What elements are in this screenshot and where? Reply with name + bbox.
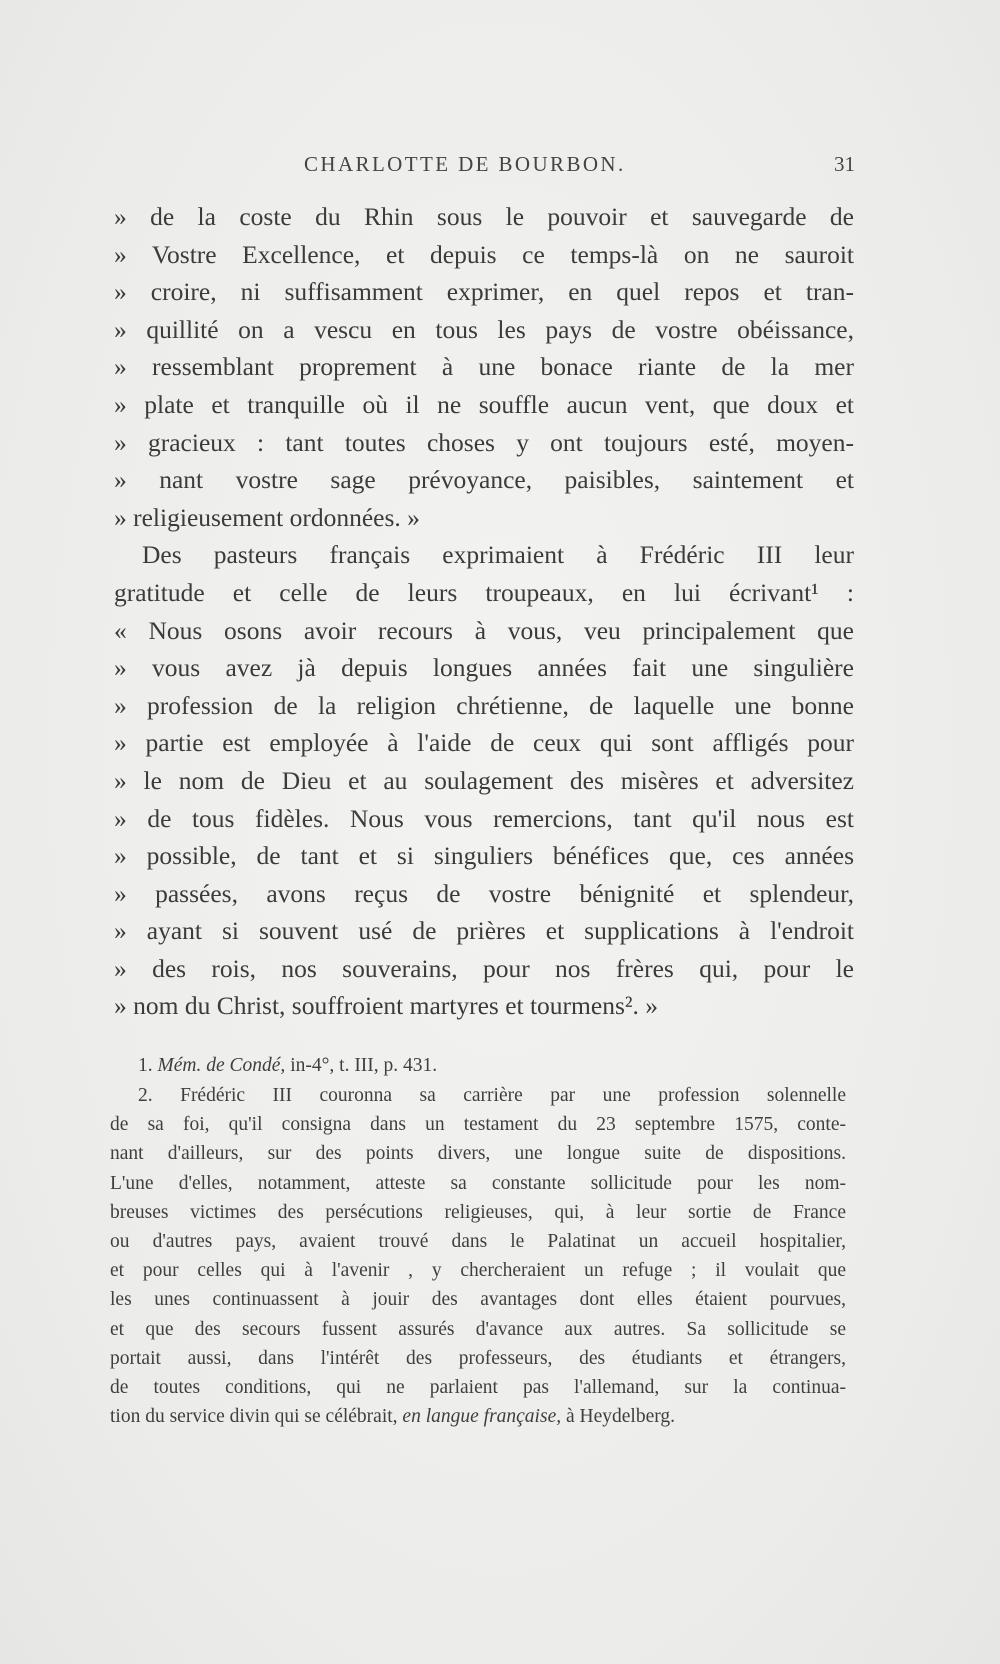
footnote-text: à Heydelberg.: [565, 1406, 675, 1428]
text-line: » plate et tranquille où il ne souffle aucun vent, que doux et: [114, 389, 854, 419]
text-line: » quillité on a vescu en tous les pays de vostre obéissance,: [114, 314, 854, 344]
text-line: gratitude et celle de leurs troupeaux, en lui écrivant¹ :: [114, 577, 854, 607]
footnote-reference: in-4°, t. III, p. 431.: [290, 1055, 438, 1076]
text-line: » profession de la religion chrétienne, de laquelle une bonne: [114, 690, 854, 720]
text-line: « Nous osons avoir recours à vous, veu principalement que: [114, 615, 854, 645]
running-title: CHARLOTTE DE BOURBON.: [304, 152, 626, 176]
footnote-line: de sa foi, qu'il consigna dans un testament du 23 septembre 1575, conte-: [110, 1114, 846, 1136]
footnote-line: nant d'ailleurs, sur des points divers, une longue suite de dispositions.: [110, 1143, 846, 1165]
footnote-line: 2. Frédéric III couronna sa carrière par une profession solennelle: [138, 1085, 846, 1106]
text-line: » ressemblant proprement à une bonace riante de la mer: [114, 352, 854, 382]
text-line: » nant vostre sage prévoyance, paisibles, saintement et: [114, 465, 854, 495]
page-number: 31: [834, 152, 855, 176]
text-line: » Vostre Excellence, et depuis ce temps-là on ne sauroit: [114, 239, 854, 269]
text-line: » de tous fidèles. Nous vous remercions, tant qu'il nous est: [114, 803, 854, 833]
text-line: » ayant si souvent usé de prières et supplications à l'endroit: [114, 916, 854, 946]
text-line: » des rois, nos souverains, pour nos frères qui, pour le: [114, 953, 854, 983]
text-line: » gracieux : tant toutes choses y ont toujours esté, moyen-: [114, 427, 854, 457]
footnote-line: L'une d'elles, notamment, atteste sa constante sollicitude pour les nom-: [110, 1172, 846, 1194]
footnotes: [110, 1051, 846, 1431]
body-text: [114, 198, 854, 1025]
text-line: » vous avez jà depuis longues années fait une singulière: [114, 653, 854, 683]
page-header: [0, 152, 1000, 182]
footnote-line: et pour celles qui à l'avenir , y chercheraient un refuge ; il voulait que: [110, 1260, 846, 1282]
footnote-line: portait aussi, dans l'intérêt des professeurs, des étudiants et étrangers,: [110, 1347, 846, 1369]
footnote-1: [110, 1051, 846, 1081]
paragraph-start: Des pasteurs français exprimaient à Frédéric III leur: [142, 540, 854, 570]
footnote-last-line: [110, 1402, 846, 1431]
footnote-text: tion du service divin qui se célébrait,: [110, 1406, 398, 1428]
text-line: » passées, avons reçus de vostre bénignité et splendeur,: [114, 878, 854, 908]
text-line: » le nom de Dieu et au soulagement des misères et adversitez: [114, 765, 854, 795]
footnote-line: de toutes conditions, qui ne parlaient pas l'allemand, sur la continua-: [110, 1376, 846, 1398]
text-line: » nom du Christ, souffroient martyres et tourmens². »: [114, 991, 659, 1021]
text-line: » croire, ni suffisamment exprimer, en quel repos et tran-: [114, 277, 854, 307]
footnote-line: les unes continuassent à jouir des avantages dont elles étaient pourvues,: [110, 1289, 846, 1311]
footnote-line: breuses victimes des persécutions religieuses, qui, à leur sortie de France: [110, 1201, 846, 1223]
text-line: » de la coste du Rhin sous le pouvoir et sauvegarde de: [114, 202, 854, 231]
footnote-line: ou d'autres pays, avaient trouvé dans le Palatinat un accueil hospitalier,: [110, 1230, 846, 1252]
footnote-italic: en langue française,: [402, 1406, 562, 1428]
footnote-source: Mém. de Condé,: [157, 1055, 286, 1076]
text-line: » religieusement ordonnées. »: [114, 502, 420, 532]
footnote-number: 1.: [138, 1055, 153, 1076]
text-line: » partie est employée à l'aide de ceux qui sont affligés pour: [114, 728, 854, 758]
text-line: » possible, de tant et si singuliers bénéfices que, ces années: [114, 841, 854, 871]
footnote-line: et que des secours fussent assurés d'avance aux autres. Sa sollicitude se: [110, 1318, 846, 1340]
